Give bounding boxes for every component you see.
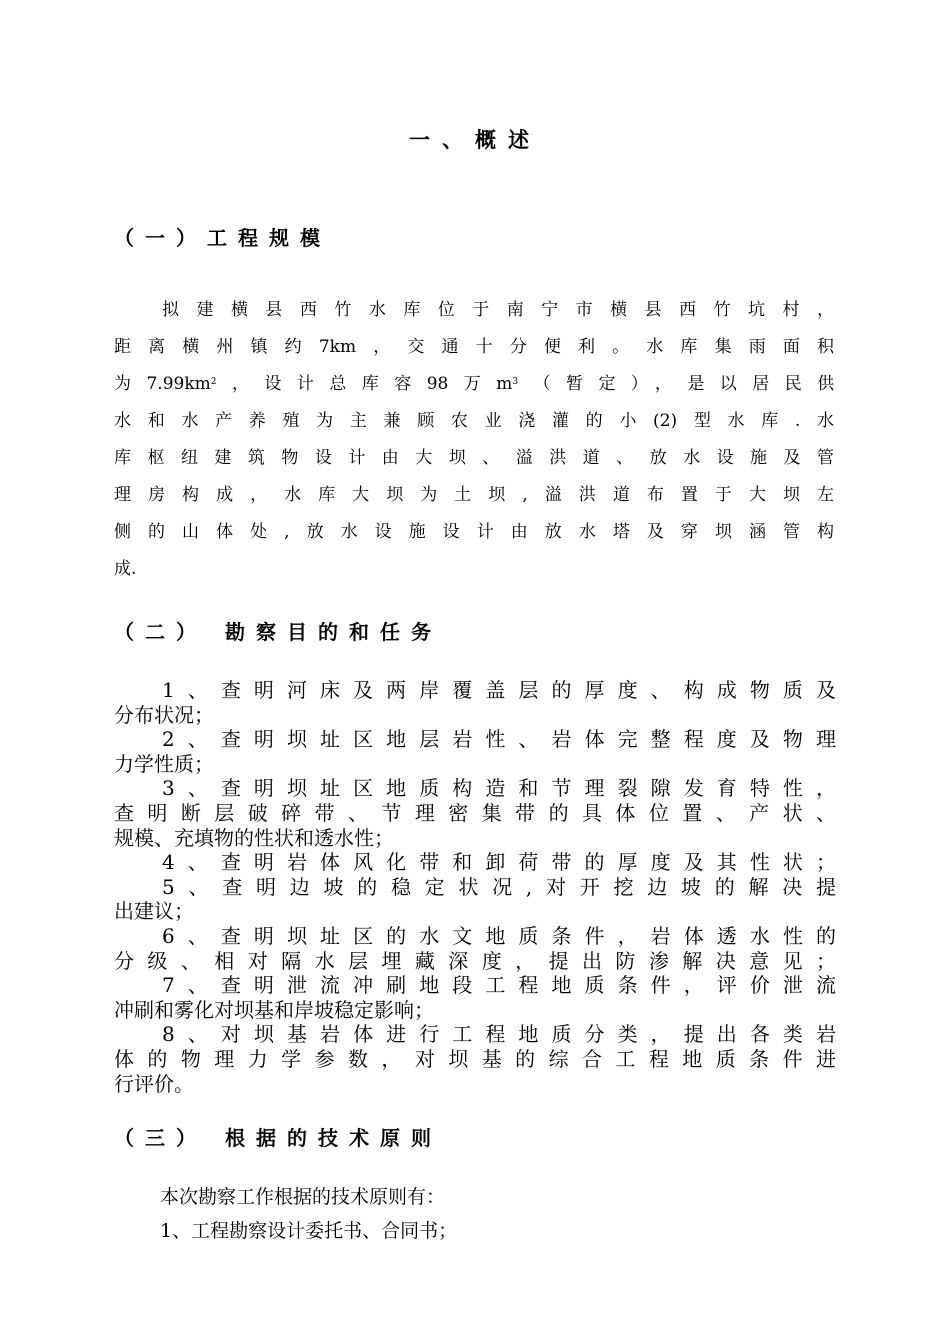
task-line: 2、查明坝址区地层岩性、岩体完整程度及物理 [162,727,836,752]
task-line: 5、查明边坡的稳定状况,对开挖边坡的解决提 [162,874,836,899]
task-line: 规模、充填物的性状和透水性； [114,825,394,850]
scale-line: 成. [114,559,137,579]
task-line: 体的物理力学参数，对坝基的综合工程地质条件进 [114,1046,836,1071]
task-line: 6、查明坝址区的水文地质条件，岩体透水性的 [162,923,836,948]
scale-paragraph [114,292,834,588]
scale-line: 理房构成，水库大坝为土坝,溢洪道布置于大坝左 [114,485,834,505]
scale-line: 库枢纽建筑物设计由大坝、溢洪道、放水设施及管 [114,448,834,468]
section-heading-principles: （三） 根据的技术原则 [114,1126,442,1150]
task-line: 3、查明坝址区地质构造和节理裂隙发育特性， [162,776,836,801]
superscript-unit: 2 [210,377,217,387]
principles-intro: 本次勘察工作根据的技术原则有： [160,1186,446,1208]
section-heading-scale: （一）工程规模 [114,226,331,250]
task-line: 7、查明泄流冲刷地段工程地质条件，评价泄流 [162,973,836,998]
section-heading-tasks: （二） 勘察目的和任务 [114,620,442,644]
page-title: 一、概述 [409,128,541,152]
scale-line: 侧的山体处,放水设施设计由放水塔及穿坝涵管构 [114,522,834,542]
superscript-unit: 3 [512,377,519,387]
scale-line: 水和水产养殖为主兼顾农业浇灌的小(2)型水库.水 [114,411,834,431]
task-line: 分级、相对隔水层埋藏深度，提出防渗解决意见； [114,948,836,973]
task-line: 1、查明河床及两岸覆盖层的厚度、构成物质及 [162,678,836,702]
scale-line: 距离横州镇约7km，交通十分便利。水库集雨面积 [114,337,834,357]
scale-line: 拟建横县西竹水库位于南宁市横县西竹坑村， [162,300,834,320]
task-line: 查明断层破碎带、节理密集带的具体位置、产状、 [114,800,836,825]
task-line: 4、查明岩体风化带和卸荷带的厚度及其性状； [162,850,836,875]
task-line: 力学性质； [114,751,214,776]
task-line: 分布状况； [114,702,214,727]
task-line: 冲刷和雾化对坝基和岸坡稳定影响； [114,997,434,1022]
task-line: 行评价。 [114,1071,194,1096]
scale-line: 为$7.99km^2$，设计总库容98万$m^3$（暂定），是以居民供 [114,374,835,394]
task-line: 出建议； [114,899,194,924]
task-line: 8、对坝基岩体进行工程地质分类，提出各类岩 [162,1022,836,1047]
tasks-list [114,678,836,1096]
principles-item: 1、工程勘察设计委托书、合同书； [160,1220,458,1242]
